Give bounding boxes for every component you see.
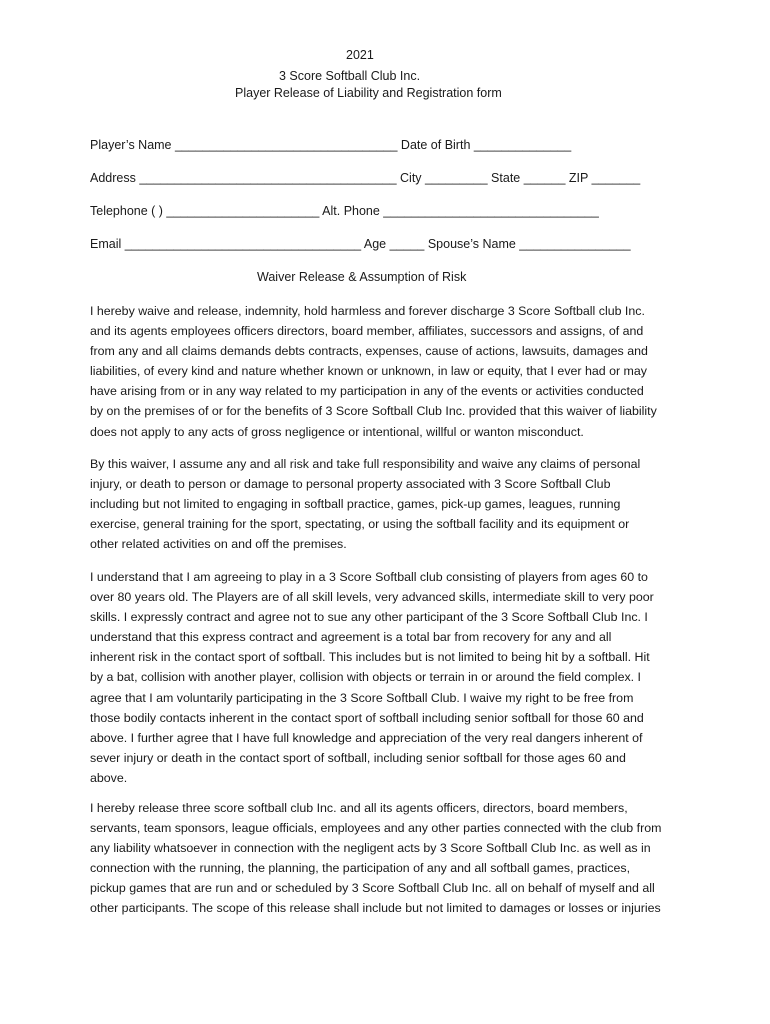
paragraph-line: and its agents employees officers directors, board member, affiliates, successors and assigns, of and <box>90 324 644 339</box>
paragraph-line: those bodily contacts inherent in the contact sport of softball including senior softball for those 60 and <box>90 710 644 725</box>
email-age-spouse-row: Email __________________________________ Age _____ Spouse’s Name ________________ <box>90 237 631 251</box>
waiver-paragraph-1 <box>90 301 690 442</box>
paragraph-line: have arising from or in any way related to my participation in any of the events or activities conducted <box>90 384 644 399</box>
form-title: Player Release of Liability and Registration form <box>235 86 502 100</box>
paragraph-line: servants, team sponsors, league officials, employees and any other parties connected with the club from <box>90 821 662 836</box>
paragraph-line: liabilities, of every kind and nature whether known or unknown, in law or equity, that I ever had or may <box>90 364 647 379</box>
waiver-paragraph-2 <box>90 454 690 554</box>
waiver-paragraph-4 <box>90 798 690 919</box>
paragraph-line: above. <box>90 770 128 785</box>
form-year: 2021 <box>346 48 374 62</box>
telephone-row: Telephone ( ) ______________________ Alt. Phone _______________________________ <box>90 204 599 218</box>
paragraph-line: understand that this express contract and agreement is a total bar from recovery for any and all <box>90 630 612 645</box>
address-row: Address _____________________________________ City _________ State ______ ZIP _______ <box>90 171 641 185</box>
paragraph-line: I hereby waive and release, indemnity, hold harmless and forever discharge 3 Score Softball club Inc. <box>90 304 645 318</box>
paragraph-line: skills. I expressly contract and agree not to sue any other participant of the 3 Score Softball Club Inc. I <box>90 610 648 625</box>
paragraph-line: by on the premises of or for the benefits of 3 Score Softball Club Inc. provided that this waiver of liability <box>90 404 657 419</box>
paragraph-line: any liability whatsoever in connection with the negligent acts by 3 Score Softball Club Inc. as well as in <box>90 841 651 856</box>
paragraph-line: from any and all claims demands debts contracts, expenses, cause of actions, lawsuits, damages and <box>90 344 648 359</box>
organization-name: 3 Score Softball Club Inc. <box>279 69 421 83</box>
paragraph-line: I hereby release three score softball club Inc. and all its agents officers, directors, board members, <box>90 801 628 815</box>
player-name-dob-row: Player’s Name ________________________________ Date of Birth ______________ <box>90 138 572 152</box>
paragraph-line: does not apply to any acts of gross negligence or intentional, willful or wanton misconduct. <box>90 424 584 439</box>
paragraph-line: above. I further agree that I have full knowledge and appreciation of the very real dangers inherent of <box>90 730 643 745</box>
paragraph-line: other related activities on and off the premises. <box>90 537 347 552</box>
paragraph-line: including but not limited to engaging in softball practice, games, pick-up games, leagues, running <box>90 497 621 512</box>
waiver-paragraph-3 <box>90 567 690 788</box>
paragraph-line: sever injury or death in the contact sport of softball, including senior softball for those ages 60 and <box>90 750 626 765</box>
paragraph-line: inherent risk in the contact sport of softball. This includes but is not limited to being hit by a softball. Hit <box>90 650 650 665</box>
paragraph-line: over 80 years old. The Players are of all skill levels, very advanced skills, intermediate skill to very poor <box>90 590 654 605</box>
paragraph-line: by a bat, collision with another player, collision with objects or terrain in or around the field complex. I <box>90 670 641 685</box>
paragraph-line: other participants. The scope of this release shall include but not limited to damages or losses or injuries <box>90 901 661 916</box>
waiver-section-title: Waiver Release & Assumption of Risk <box>257 270 467 284</box>
paragraph-line: By this waiver, I assume any and all risk and take full responsibility and waive any claims of personal <box>90 457 641 471</box>
paragraph-line: connection with the running, the planning, the participation of any and all softball games, practices, <box>90 861 631 876</box>
paragraph-line: I understand that I am agreeing to play in a 3 Score Softball club consisting of players from ages 60 to <box>90 570 648 584</box>
paragraph-line: exercise, general training for the sport, spectating, or using the softball facility and its equipment or <box>90 517 630 532</box>
paragraph-line: agree that I am voluntarily participating in the 3 Score Softball Club. I waive my right to be free from <box>90 690 634 705</box>
paragraph-line: pickup games that are run and or scheduled by 3 Score Softball Club Inc. all on behalf of myself and all <box>90 881 655 896</box>
paragraph-line: injury, or death to person or damage to personal property associated with 3 Score Softball Club <box>90 477 611 492</box>
